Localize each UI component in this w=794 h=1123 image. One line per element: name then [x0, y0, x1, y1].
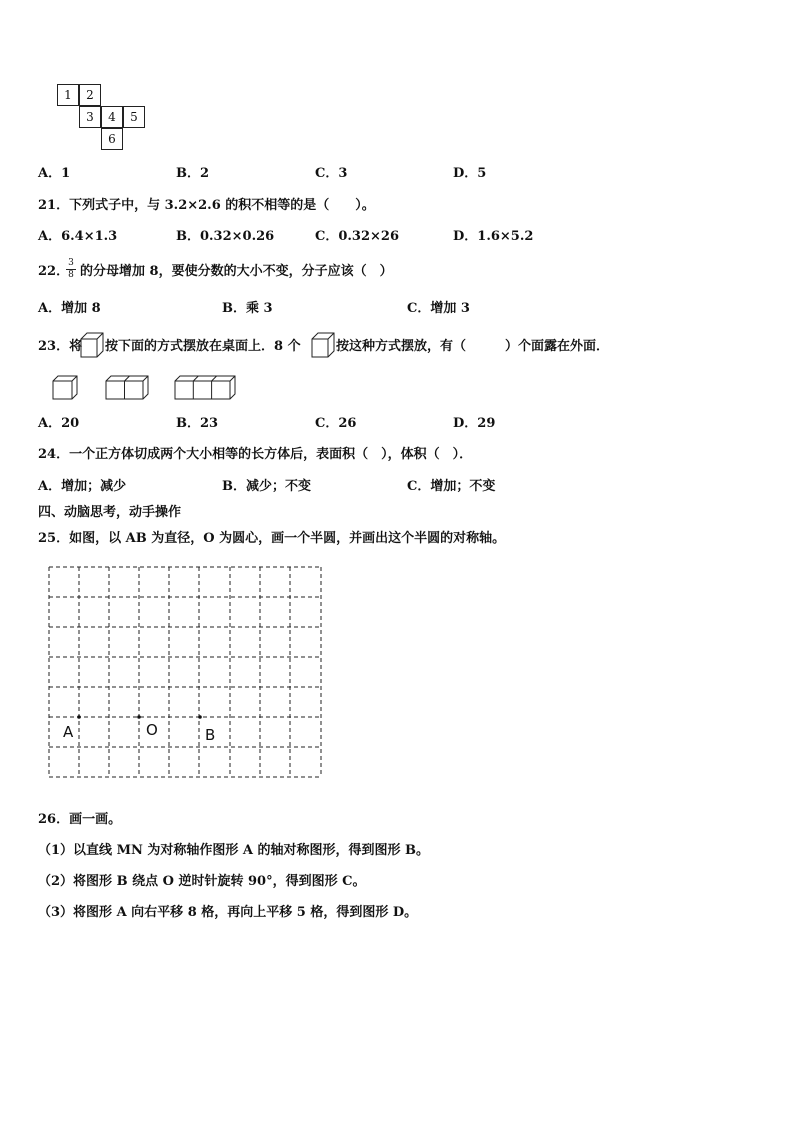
net-cell: 5 [123, 106, 145, 128]
dashed-grid[interactable] [47, 565, 324, 780]
q26-item-3: （3）将图形 A 向右平移 8 格，再向上平移 5 格，得到图形 D。 [38, 905, 418, 920]
cube-icon [80, 332, 104, 358]
point-b-label: B [205, 726, 216, 744]
fraction-denominator: 8 [68, 270, 74, 280]
two-cubes-icon [105, 375, 149, 400]
q23-part3: 按这种方式摆放，有（ ）个面露在外面． [336, 339, 610, 354]
q23-part2: 按下面的方式摆放在桌面上．8 个 [105, 339, 301, 354]
q22-option-c[interactable]: C．增加 3 [407, 301, 470, 316]
net-cell: 6 [101, 128, 123, 150]
q20-option-c[interactable]: C．3 [315, 166, 348, 181]
q22-number: 22． [38, 264, 70, 279]
q21-option-d[interactable]: D．1.6×5.2 [453, 229, 534, 244]
q22-option-b[interactable]: B．乘 3 [222, 301, 273, 316]
q21-option-a[interactable]: A．6.4×1.3 [38, 229, 118, 244]
q21-stem: 21．下列式子中，与 3.2×2.6 的积不相等的是（ ）。 [38, 198, 375, 213]
q23-part1: 23．将 [38, 339, 83, 354]
q22-fraction [66, 259, 76, 280]
net-cell: 1 [57, 84, 79, 106]
q23-option-a[interactable]: A．20 [38, 416, 80, 431]
q20-option-d[interactable]: D．5 [453, 166, 487, 181]
q24-option-b[interactable]: B．减少；不变 [222, 479, 311, 494]
net-cell: 2 [79, 84, 101, 106]
q22-option-a[interactable]: A．增加 8 [38, 301, 101, 316]
q23-option-b[interactable]: B．23 [176, 416, 219, 431]
q20-option-b[interactable]: B．2 [176, 166, 210, 181]
point-a-dot [77, 715, 81, 719]
point-o-dot [137, 715, 141, 719]
one-cube-icon [52, 375, 78, 400]
q23-option-c[interactable]: C．26 [315, 416, 357, 431]
q24-option-c[interactable]: C．增加；不变 [407, 479, 496, 494]
fraction-numerator: 3 [68, 258, 74, 268]
point-a-label: A [63, 723, 74, 741]
q23-option-d[interactable]: D．29 [453, 416, 496, 431]
q25-stem: 25．如图，以 AB 为直径，O 为圆心，画一个半圆，并画出这个半圆的对称轴。 [38, 531, 506, 546]
q22-stem: 的分母增加 8，要使分数的大小不变，分子应该（ ） [80, 264, 393, 279]
q26-stem: 26．画一画。 [38, 812, 122, 827]
q26-item-2: （2）将图形 B 绕点 O 逆时针旋转 90°，得到图形 C。 [38, 874, 366, 889]
point-o-label: O [146, 721, 158, 739]
q20-option-a[interactable]: A．1 [38, 166, 71, 181]
q21-option-b[interactable]: B．0.32×0.26 [176, 229, 275, 244]
q24-option-a[interactable]: A．增加；减少 [38, 479, 127, 494]
cube-icon [311, 332, 335, 358]
point-b-dot [198, 715, 202, 719]
q24-stem: 24．一个正方体切成两个大小相等的长方体后，表面积（ ），体积（ ）． [38, 447, 473, 462]
q21-option-c[interactable]: C．0.32×26 [315, 229, 399, 244]
three-cubes-icon [174, 375, 236, 400]
q26-item-1: （1）以直线 MN 为对称轴作图形 A 的轴对称图形，得到图形 B。 [38, 843, 430, 858]
net-cell: 3 [79, 106, 101, 128]
net-cell: 4 [101, 106, 123, 128]
section-heading: 四、动脑思考，动手操作 [38, 505, 182, 520]
